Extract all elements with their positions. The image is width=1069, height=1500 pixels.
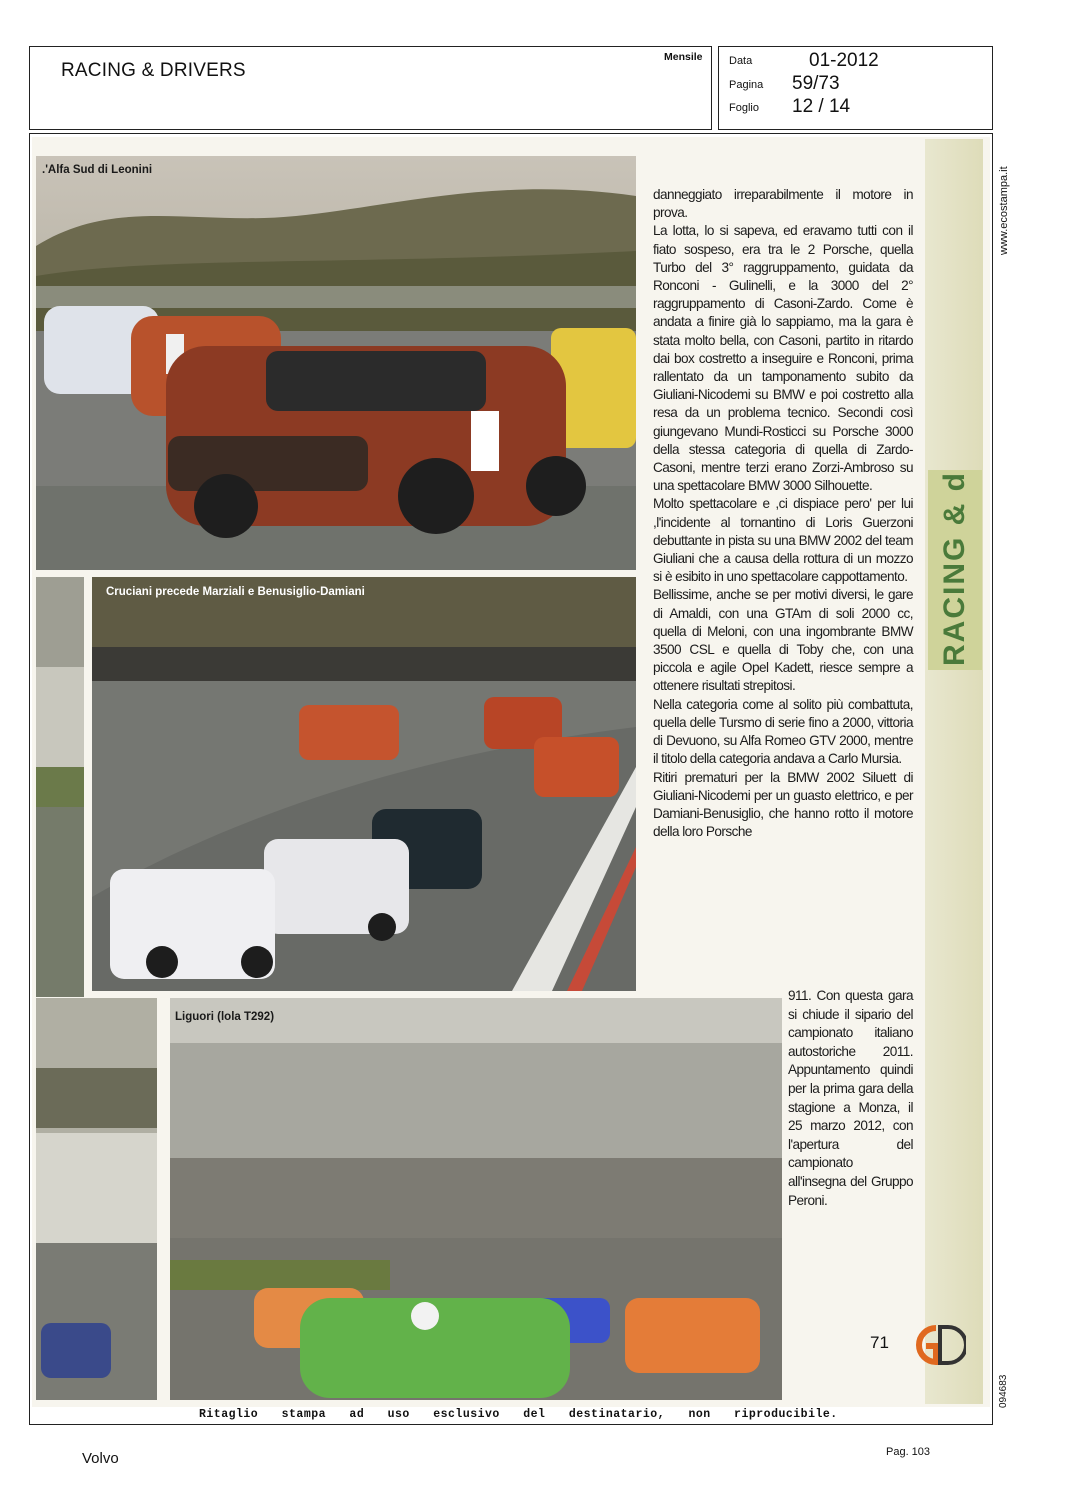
photo-strip-left-image [36, 577, 84, 997]
client-name: Volvo [82, 1450, 119, 1467]
brand-logo-text: RACING & drivers [938, 470, 971, 666]
sidebar-strip [925, 139, 983, 1404]
photo-cruciani-image [92, 577, 636, 991]
article-paragraph: Ritiri prematuri per la BMW 2002 Siluett di Giuliani-Nicodemi per un guasto elettrico, e per Damiani-Benusiglio, che hanno rotto il motore della loro Porsche [653, 769, 913, 840]
footer-notice: Ritaglio stampa ad uso esclusivo del destinatario, non riproducibile. [199, 1408, 838, 1421]
gd-logo [912, 1322, 966, 1368]
frequency-label: Mensile [664, 51, 703, 63]
brand-logo [928, 470, 982, 670]
date-label: Data [729, 55, 753, 67]
article-body [653, 186, 913, 841]
header-box [29, 46, 712, 130]
article-paragraph: danneggiato irreparabilmente il motore in prova. [653, 187, 913, 221]
photo-alfa-sud [36, 156, 636, 570]
photo-alfa-sud-image [36, 156, 636, 570]
sheet-value: 12 / 14 [792, 96, 851, 117]
article-paragraph: Molto spettacolare e ,ci dispiace pero' per lui ,l'incidente al tornantino di Loris Guerzoni debuttante in pista su una BMW 2002 del team Giuliani che a causa della rottura di un mozzo si è esibito in uno spettacolare cappottamento. [653, 496, 913, 585]
sheet-label: Foglio [729, 102, 759, 114]
caption-photo1: .'Alfa Sud di Leonini [42, 164, 153, 176]
publication-title: RACING & DRIVERS [61, 60, 246, 81]
client-page: Pag. 103 [886, 1446, 931, 1458]
article-paragraph: La lotta, lo si sapeva, ed eravamo tutti con il fiato sospeso, era tra le 2 Porsche, quella Turbo del 3° raggruppamento, guidata da Ronconi - Gulinelli, e la 3000 del 2° raggruppamento di Casoni-Zardo. Come è andata a finire già lo sappiamo, ma la gara è stata molto bella, con Casoni, partito in ritardo dai box costretto a inseguire e Ronconi, prima rallentato da un tamponamento subito da Giuliani-Nicodemi su BMW e poi costretto alla resa da un problema tecnico. Secondi così giungevano Mundi-Rosticci su Porsche 3000 della stessa categoria di quella di Zardo-Casoni, mentre terzi erano Zorzi-Ambroso su una spettacolare BMW 3000 Silhouette. [653, 223, 913, 494]
article-paragraph: Bellissime, anche se per motivi diversi, le gare di Amaldi, con una GTAm di soli 2000 cc, quella di Meloni, con una ingombrante BMW 3500 CSL e quella di Toby che, con una piccola e agile Opel Kadett, riesce sempre a ottenere risultati strepitosi. [653, 587, 913, 694]
page-value: 59/73 [792, 73, 840, 94]
photo-liguori-image [170, 998, 782, 1400]
page-number: 71 [870, 1333, 889, 1352]
article-tail: 911. Con questa gara si chiude il sipario del campionato italiano autostoriche 2011. Appuntamento quindi per la prima gara della stagione a Monza, il 25 marzo 2012, con l'apertura del campionato all'insegna del Gruppo Peroni. [788, 988, 913, 1208]
article-paragraph: Nella categoria come al solito più combattuta, quella delle Tursmo di serie fino a 2000, vittoria di Devuono, su Alfa Romeo GTV 2000, mentre il titolo della categoria andava a Carlo Mursia. [653, 696, 913, 767]
photo-strip-bottom-left-image [36, 998, 157, 1400]
gd-logo-graphic [912, 1322, 966, 1368]
caption-photo3: Liguori (lola T292) [175, 1011, 275, 1023]
photo-strip-left [36, 577, 84, 997]
photo-liguori [170, 998, 782, 1400]
brand-logo-graphic [928, 470, 982, 670]
photo-cruciani [92, 577, 636, 991]
side-code: 094683 [998, 1374, 1009, 1408]
page-label: Pagina [729, 79, 764, 91]
date-value: 01-2012 [809, 50, 879, 71]
side-url: www.ecostampa.it [998, 166, 1010, 255]
photo-strip-bottom-left [36, 998, 157, 1400]
caption-photo2: Cruciani precede Marziali e Benusiglio-Damiani [106, 586, 365, 598]
